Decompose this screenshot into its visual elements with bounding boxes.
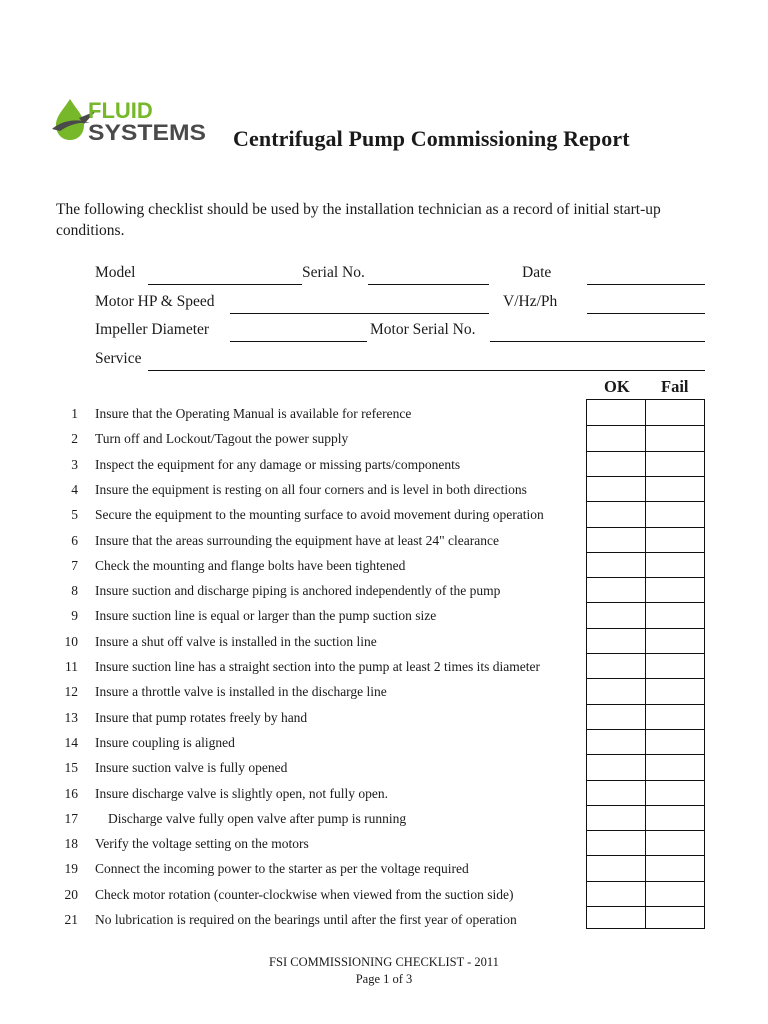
grid-row-divider [587, 881, 704, 882]
item-number: 14 [64, 734, 78, 750]
ok-checkbox-cell[interactable] [587, 602, 645, 626]
ok-checkbox-cell[interactable] [587, 830, 645, 854]
impeller-label: Impeller Diameter [95, 321, 210, 338]
grid-row-divider [587, 552, 704, 553]
ok-checkbox-cell[interactable] [587, 527, 645, 551]
page-title: Centrifugal Pump Commissioning Report [233, 126, 630, 151]
item-number: 7 [71, 557, 78, 573]
fail-checkbox-cell[interactable] [647, 501, 705, 525]
grid-row-divider [587, 501, 704, 502]
checklist-item-text: No lubrication is required on the bearings until after the first year of operation [95, 912, 517, 927]
fail-checkbox-cell[interactable] [647, 602, 705, 626]
fail-checkbox-cell[interactable] [647, 729, 705, 753]
item-number: 20 [64, 886, 78, 902]
fail-checkbox-cell[interactable] [647, 577, 705, 601]
item-number: 3 [71, 456, 78, 472]
item-number: 15 [64, 760, 78, 776]
grid-row-divider [587, 527, 704, 528]
grid-row-divider [587, 628, 704, 629]
item-number: 21 [64, 912, 78, 927]
item-number: 11 [65, 659, 78, 674]
ok-checkbox-cell[interactable] [587, 451, 645, 475]
serial-label: Serial No. [302, 264, 365, 281]
ok-checkbox-cell[interactable] [587, 476, 645, 500]
ok-checkbox-cell[interactable] [587, 577, 645, 601]
checklist-item-text: Insure coupling is aligned [95, 734, 235, 750]
checklist-item-text: Insure suction line has a straight section into the pump at least 2 times its diameter [95, 659, 541, 674]
grid-row-divider [587, 754, 704, 755]
item-number: 2 [71, 431, 78, 447]
grid-row-divider [587, 451, 704, 452]
fail-checkbox-cell[interactable] [647, 476, 705, 500]
fail-checkbox-cell[interactable] [647, 425, 705, 449]
item-number: 6 [71, 532, 78, 548]
ok-checkbox-cell[interactable] [587, 653, 645, 677]
checklist-item-text: Insure discharge valve is slightly open, not fully open. [95, 785, 388, 801]
ok-checkbox-cell[interactable] [587, 805, 645, 829]
fail-checkbox-cell[interactable] [647, 678, 705, 702]
vhzph-label: V/Hz/Ph [503, 293, 558, 310]
fail-checkbox-cell[interactable] [647, 552, 705, 576]
checklist-item-text: Check the mounting and flange bolts have been tightened [95, 557, 406, 573]
ok-checkbox-cell[interactable] [587, 501, 645, 525]
grid-row-divider [587, 577, 704, 578]
checklist-item-text: Connect the incoming power to the starter as per the voltage required [95, 861, 469, 877]
item-number: 18 [64, 836, 78, 852]
serial-field[interactable] [368, 284, 489, 285]
fail-checkbox-cell[interactable] [647, 400, 705, 424]
checklist-item-text: Insure suction and discharge piping is anchored independently of the pump [95, 583, 501, 599]
date-field[interactable] [587, 284, 705, 285]
date-label: Date [522, 264, 552, 281]
item-number: 9 [71, 608, 78, 624]
impeller-field[interactable] [230, 341, 367, 342]
item-number: 12 [64, 684, 78, 700]
fail-checkbox-cell[interactable] [647, 830, 705, 854]
checklist-item-text: Insure that pump rotates freely by hand [95, 709, 308, 725]
item-number: 19 [64, 861, 78, 877]
logo-drop-icon [56, 99, 84, 140]
model-field[interactable] [148, 284, 302, 285]
fail-checkbox-cell[interactable] [647, 628, 705, 652]
checklist-item-text: Inspect the equipment for any damage or missing parts/components [95, 456, 461, 472]
checklist-item-text: Discharge valve fully open valve after pump is running [108, 810, 407, 826]
grid-row-divider [587, 729, 704, 730]
footer-title: FSI COMMISSIONING CHECKLIST - 2011 [269, 955, 499, 969]
ok-checkbox-cell[interactable] [587, 704, 645, 728]
grid-row-divider [587, 704, 704, 705]
checklist-item-text: Insure suction line is equal or larger than the pump suction size [95, 608, 437, 624]
ok-checkbox-cell[interactable] [587, 780, 645, 804]
checklist-item-text: Turn off and Lockout/Tagout the power supply [95, 431, 349, 447]
model-label: Model [95, 264, 136, 281]
grid-row-divider [587, 653, 704, 654]
ok-checkbox-cell[interactable] [587, 628, 645, 652]
checklist-item-text: Insure suction valve is fully opened [95, 760, 288, 776]
ok-checkbox-cell[interactable] [587, 552, 645, 576]
ok-checkbox-cell[interactable] [587, 881, 645, 905]
ok-checkbox-cell[interactable] [587, 754, 645, 778]
ok-column-header: OK [604, 377, 630, 396]
fail-checkbox-cell[interactable] [647, 805, 705, 829]
grid-column-divider [645, 400, 646, 928]
motor-hp-field[interactable] [230, 313, 489, 314]
grid-row-divider [587, 602, 704, 603]
grid-row-divider [587, 855, 704, 856]
checklist-item-text: Insure a shut off valve is installed in the suction line [95, 633, 377, 649]
ok-checkbox-cell[interactable] [587, 729, 645, 753]
ok-checkbox-cell[interactable] [587, 425, 645, 449]
logo-text-fluid: FLUID [88, 98, 153, 123]
fail-checkbox-cell[interactable] [647, 527, 705, 551]
fail-checkbox-cell[interactable] [647, 451, 705, 475]
grid-row-divider [587, 780, 704, 781]
item-number: 8 [71, 583, 78, 599]
fail-checkbox-cell[interactable] [647, 704, 705, 728]
fail-checkbox-cell[interactable] [647, 855, 705, 879]
checklist-item-text: Secure the equipment to the mounting surface to avoid movement during operation [95, 507, 544, 523]
ok-checkbox-cell[interactable] [587, 906, 645, 930]
vhzph-field[interactable] [587, 313, 705, 314]
intro-text: The following checklist should be used by the installation technician as a record of initial start-up conditions. [56, 201, 661, 239]
logo-text-systems: SYSTEMS [88, 120, 206, 144]
item-number: 5 [71, 507, 78, 523]
grid-row-divider [587, 805, 704, 806]
item-number: 17 [64, 810, 78, 826]
page-number: Page 1 of 3 [355, 972, 413, 986]
grid-row-divider [587, 425, 704, 426]
checklist-item-text: Insure that the Operating Manual is available for reference [95, 406, 412, 421]
checklist-item-text: Insure the equipment is resting on all four corners and is level in both directions [95, 481, 527, 497]
fail-checkbox-cell[interactable] [647, 754, 705, 778]
checklist-item-text: Verify the voltage setting on the motors [95, 836, 309, 852]
fail-column-header: Fail [661, 377, 689, 396]
checkbox-grid [586, 399, 705, 929]
item-number: 1 [71, 406, 78, 421]
fluid-systems-logo [52, 96, 212, 144]
motor-serial-field[interactable] [490, 341, 705, 342]
grid-row-divider [587, 906, 704, 907]
motor-serial-label: Motor Serial No. [370, 321, 476, 338]
fail-checkbox-cell[interactable] [647, 906, 705, 930]
checklist-item-text: Insure that the areas surrounding the equipment have at least 24" clearance [95, 532, 499, 548]
ok-checkbox-cell[interactable] [587, 855, 645, 879]
grid-row-divider [587, 678, 704, 679]
checklist-item-text: Check motor rotation (counter-clockwise when viewed from the suction side) [95, 886, 514, 902]
ok-checkbox-cell[interactable] [587, 678, 645, 702]
item-number: 10 [64, 633, 78, 649]
fail-checkbox-cell[interactable] [647, 881, 705, 905]
grid-row-divider [587, 476, 704, 477]
item-number: 13 [64, 709, 78, 725]
checklist-item-text: Insure a throttle valve is installed in the discharge line [95, 684, 387, 700]
fail-checkbox-cell[interactable] [647, 780, 705, 804]
service-field[interactable] [148, 370, 705, 371]
service-label: Service [95, 350, 142, 367]
motor-hp-label: Motor HP & Speed [95, 293, 215, 310]
item-number: 4 [71, 481, 78, 497]
fail-checkbox-cell[interactable] [647, 653, 705, 677]
grid-row-divider [587, 830, 704, 831]
ok-checkbox-cell[interactable] [587, 400, 645, 424]
item-number: 16 [64, 785, 78, 801]
